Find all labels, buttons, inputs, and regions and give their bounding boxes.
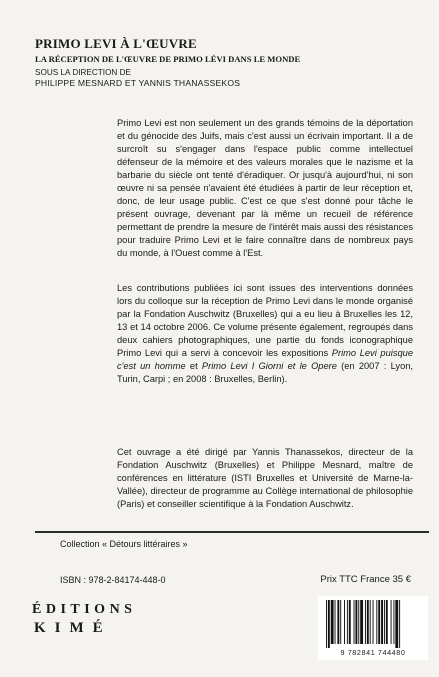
paragraph-2-text-a: Les contributions publiées ici sont issues des interventions données lors du colloque sur la réception de Primo Levi dans le monde organisé par la Fondation Auschwitz (Bruxelles) qui a eu lieu à Bruxelles les 12, 13 et 14 octobre 2006. Ce volume présente également, regroupés dans deux cahiers photographiques, une partie du fonds iconographique Primo Levi qui a servi à concevoir les expositions <box>117 283 413 358</box>
direction-label: SOUS LA DIRECTION DE <box>35 68 131 77</box>
isbn-label: ISBN : 978-2-84174-448-0 <box>60 575 166 585</box>
paragraph-2-text-b: et <box>185 361 202 371</box>
paragraph-2-text-c: (en 2007 : Lyon, Turin, Carpi ; en 2008 : Bruxelles, Berlin). <box>117 361 413 384</box>
editors-names: PHILIPPE MESNARD ET YANNIS THANASSEKOS <box>35 78 241 88</box>
collection-label: Collection « Détours littéraires » <box>60 539 188 549</box>
publisher-logo <box>32 601 136 638</box>
divider-rule <box>35 531 429 533</box>
price-label: Prix TTC France 35 € <box>320 574 411 585</box>
blurb-paragraph-1: Primo Levi est non seulement un des grands témoins de la déportation et du génocide des Juifs, mais c'est aussi un écrivain important. Il a de surcroît su s'engager dans l'espace public comme intellectuel défenseur de la mémoire et des valeurs morales que le nazisme et la barbarie du siècle ont tenté d'éradiquer. Or jusqu'à aujourd'hui, ni son œuvre ni sa pensée n'avaient été étudiées à partir de leur réception et, donc, de leur usage public. C'est ce que s'est donné pour tâche le présent ouvrage, devenant par là même un recueil de référence permettant de prendre la mesure de l'intérêt mais aussi des résistances pour traduire Primo Levi et le faire connaître dans de nombreux pays du monde, à l'Ouest comme à l'Est. <box>117 118 413 258</box>
header <box>35 36 425 89</box>
publisher-line-2: KIMÉ <box>34 620 112 636</box>
blurb-paragraph-3: Cet ouvrage a été dirigé par Yannis Thanassekos, directeur de la Fondation Auschwitz (Bruxelles) et Philippe Mesnard, maître de conférences en littérature (ISTI Bruxelles et Université de Marne-la-Vallée), directeur de programme au Collège international de philosophie (Paris) et conseiller scientifique à la Fondation Auschwitz. <box>117 447 413 509</box>
blurb-paragraph-2 <box>117 282 413 386</box>
barcode-number: 9 782841 744480 <box>318 648 428 658</box>
barcode <box>318 596 428 660</box>
book-subtitle: LA RÉCEPTION DE L'ŒUVRE DE PRIMO LÉVI DANS LE MONDE <box>35 54 301 64</box>
exhibition-title-2: Primo Levi I Giorni et le Opere <box>201 361 337 371</box>
publisher-line-1: ÉDITIONS <box>32 602 137 617</box>
barcode-icon <box>318 596 428 648</box>
book-title: PRIMO LEVI À L'ŒUVRE <box>35 36 197 51</box>
exhibition-title-1: Primo Levi puisque c'est un homme <box>117 348 413 371</box>
